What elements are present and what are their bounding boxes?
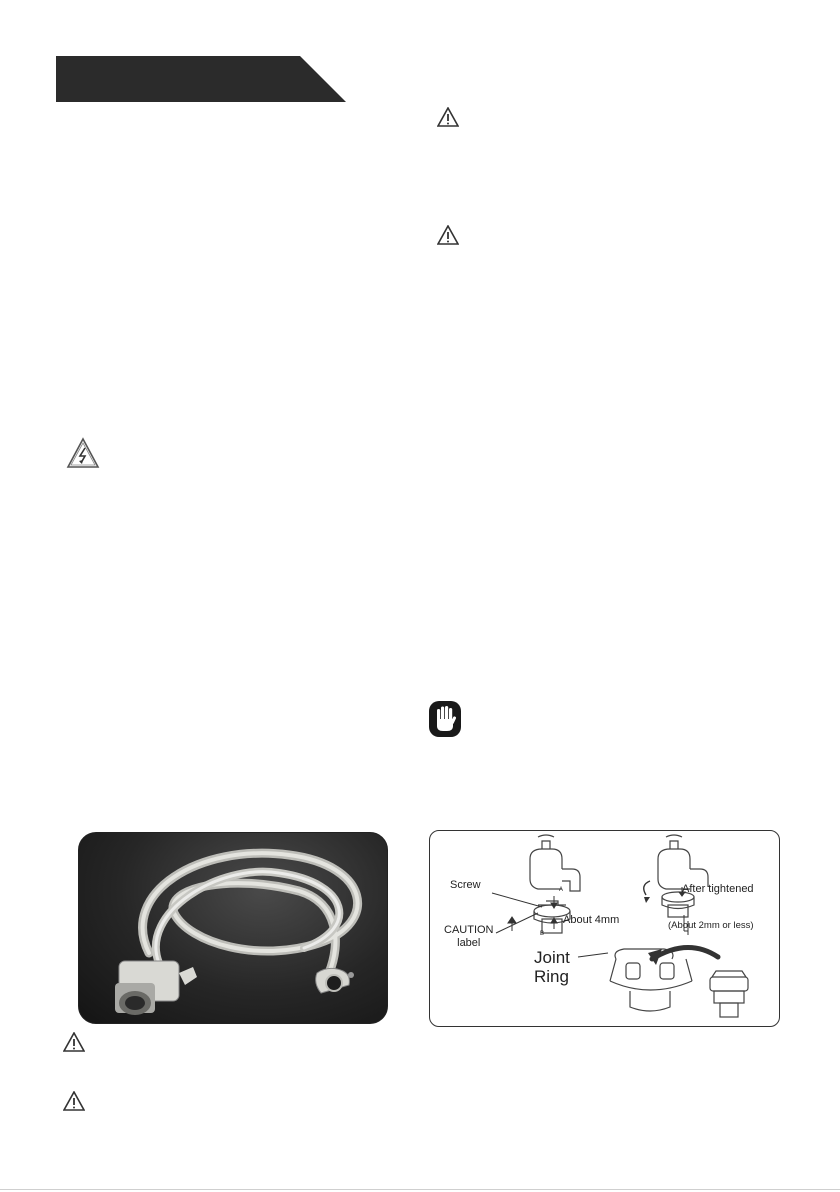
label-joint-ring: Joint Ring xyxy=(534,948,570,986)
label-about-2mm: (About 2mm or less) xyxy=(668,920,754,931)
small-connector xyxy=(710,971,748,1017)
electric-shock-warning-icon xyxy=(66,437,100,469)
warning-triangle-icon xyxy=(437,225,459,245)
warning-triangle-icon xyxy=(437,107,459,127)
warning-triangle-icon xyxy=(63,1032,85,1052)
inlet-hose-illustration xyxy=(79,833,387,1023)
label-screw: Screw xyxy=(450,879,481,891)
hose-connector-right xyxy=(316,968,354,993)
inlet-hose-photo xyxy=(78,832,388,1024)
section-header-banner xyxy=(56,56,346,102)
connector-right xyxy=(662,892,694,917)
faucet-right xyxy=(658,835,708,889)
marker-a: A xyxy=(559,887,564,893)
page-bottom-rule xyxy=(0,1189,840,1190)
hand-stop-icon xyxy=(428,700,462,738)
hose-connector-left xyxy=(115,961,197,1015)
faucet-left xyxy=(530,835,580,891)
label-caution: CAUTION label xyxy=(444,924,494,949)
label-about-4mm: About 4mm xyxy=(563,914,620,926)
warning-triangle-icon xyxy=(63,1091,85,1111)
hose-installation-diagram xyxy=(429,830,780,1027)
marker-b: B xyxy=(540,931,545,937)
label-after-tightened: After tightened xyxy=(682,883,754,895)
